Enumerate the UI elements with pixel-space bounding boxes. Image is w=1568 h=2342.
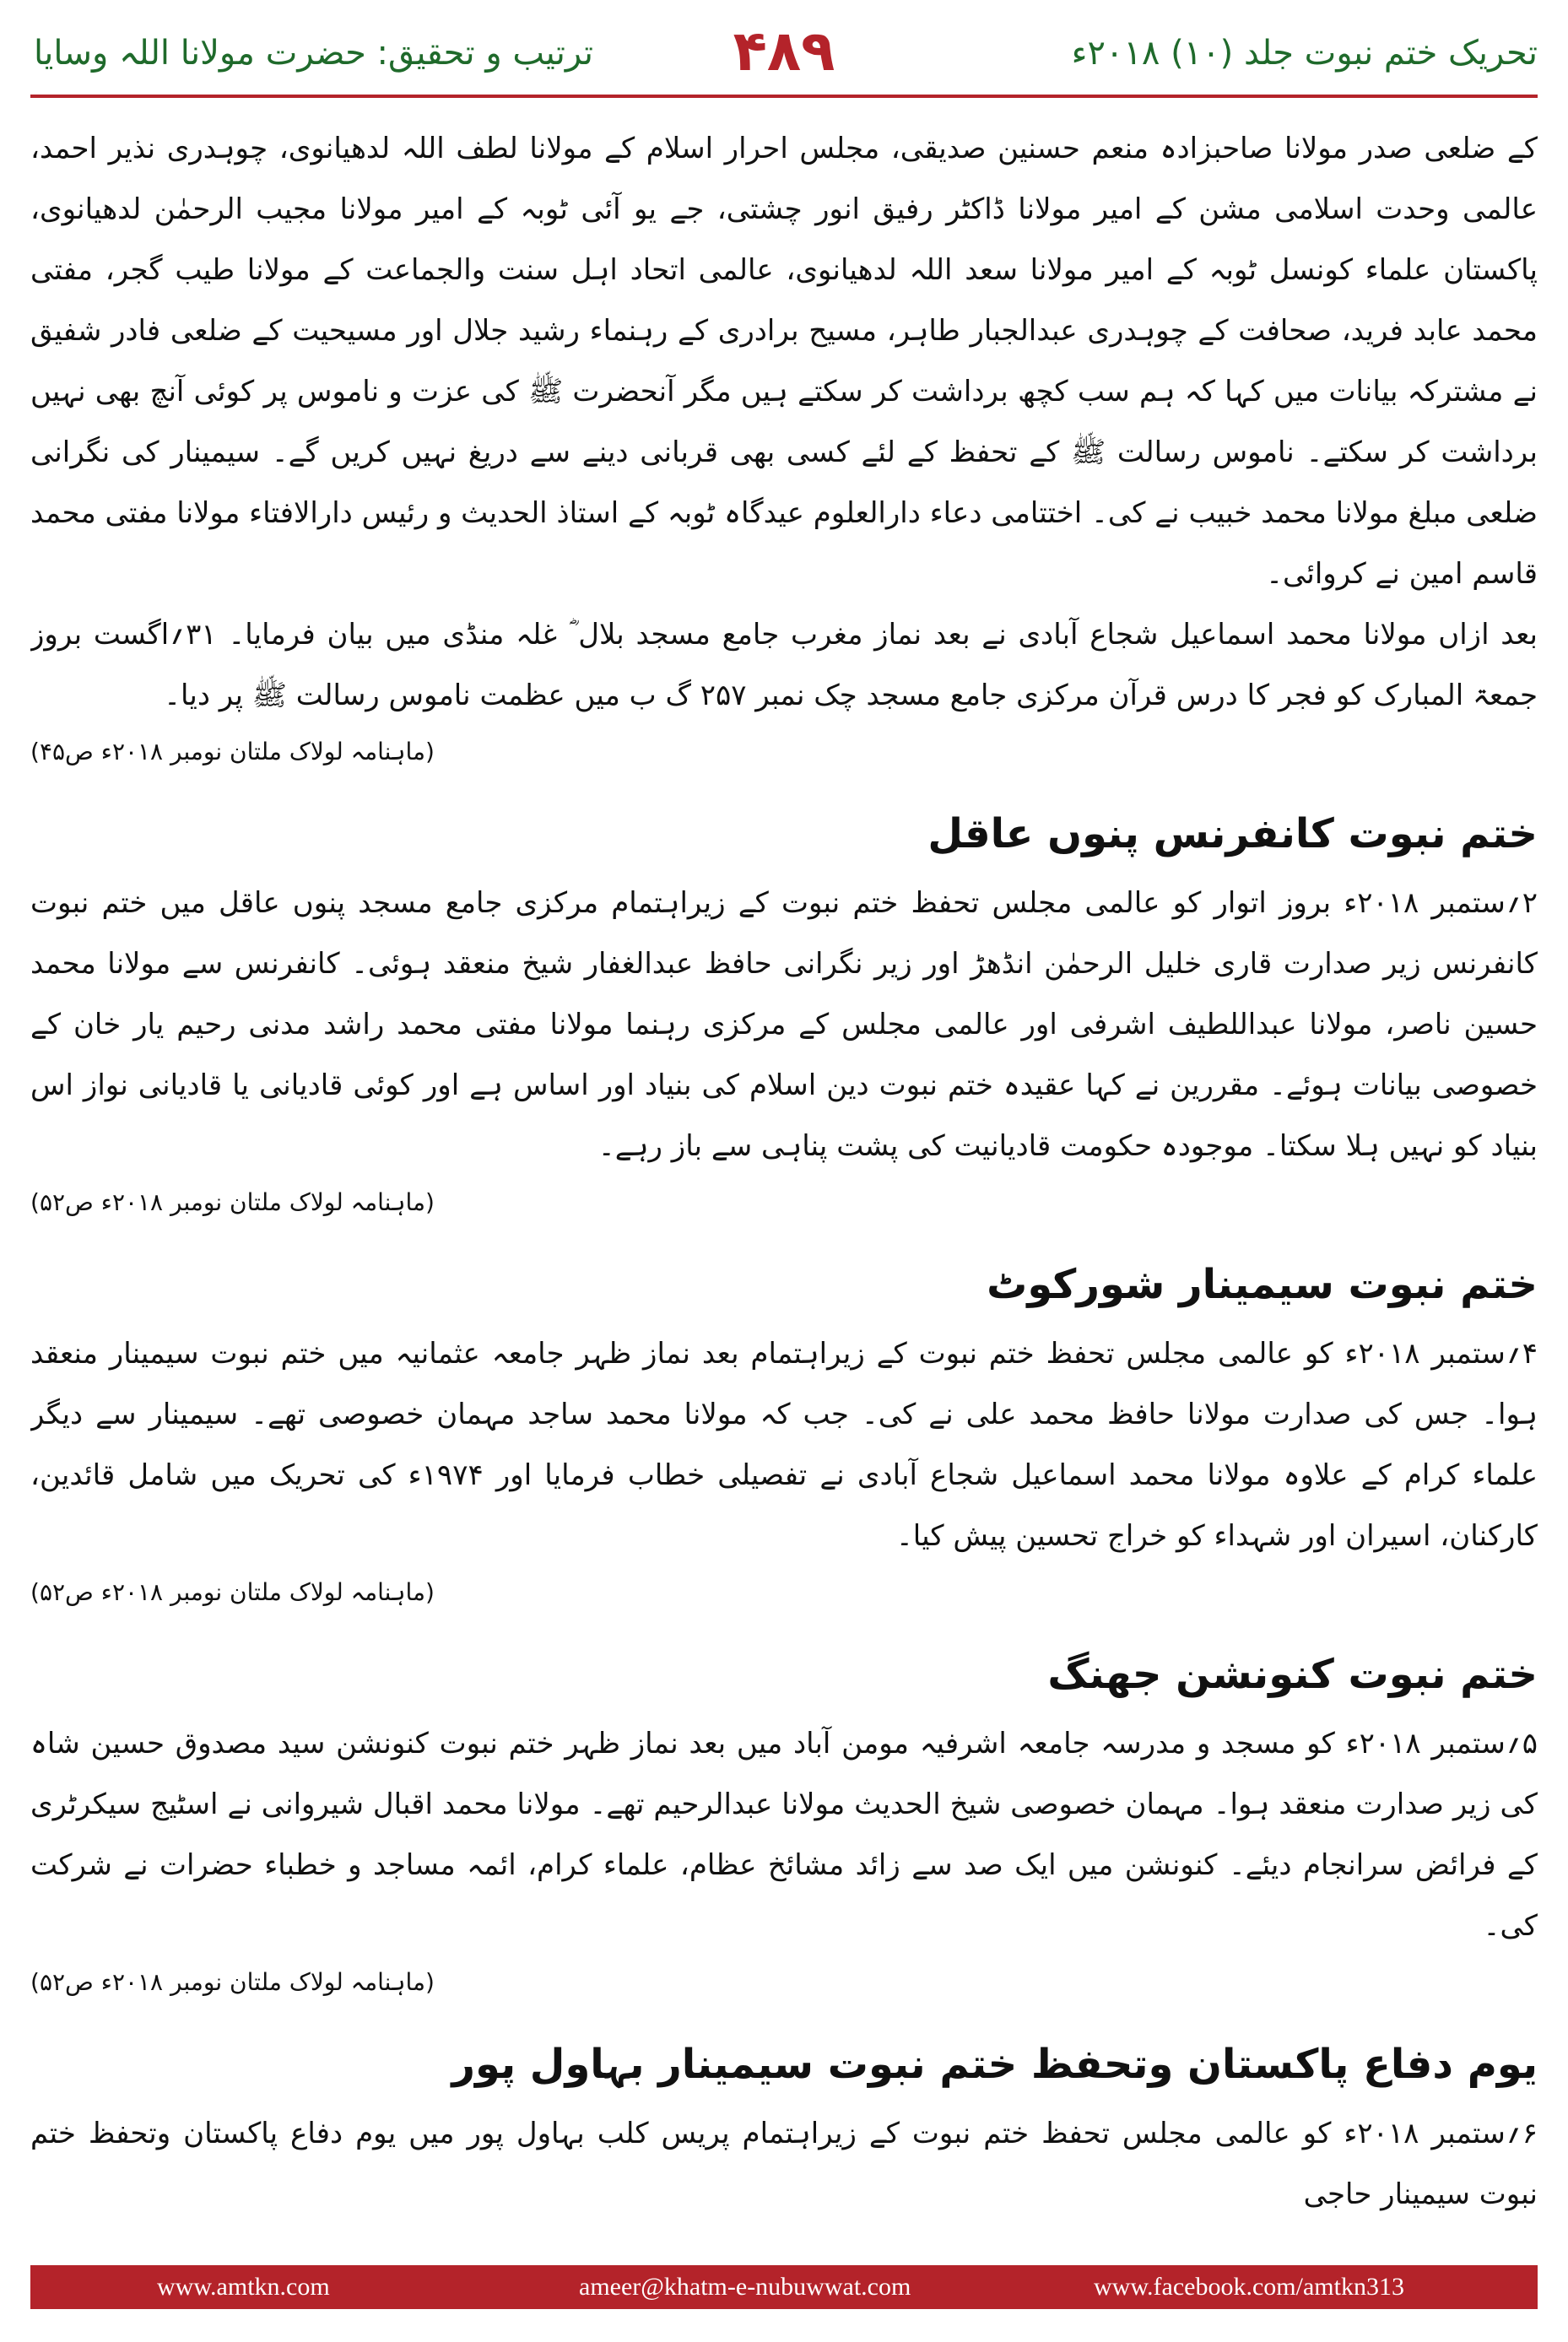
body-paragraph: ۲؍ستمبر ۲۰۱۸ء بروز اتوار کو عالمی مجلس تحفظ ختم نبوت کے زیراہتمام مرکزی جامع مسجد پنوں عاقل میں ختم نبوت کانفرنس زیر صدارت قاری خلیل الرحمٰن انڈھڑ اور زیر نگرانی حافظ عبدالغفار شیخ منعقد ہوئی۔ کانفرنس سے مولانا محمد حسین ناصر، مولانا عبداللطیف اشرفی اور عالمی مجلس کے مرکزی رہنما مولانا مفتی محمد راشد مدنی رحیم یار خان کے خصوصی بیانات ہوئے۔ مقررین نے کہا عقیدہ ختم نبوت دین اسلام کی بنیاد اور اساس ہے اور کوئی قادیانی یا قادیانی نواز اس بنیاد کو نہیں ہلا سکتا۔ موجودہ حکومت قادیانیت کی پشت پناہی سے باز رہے۔ xyxy=(30,886,1538,1163)
page-number: ۴۸۹ xyxy=(733,19,835,84)
page-body xyxy=(30,118,1538,2245)
body-paragraph: بعد ازاں مولانا محمد اسماعیل شجاع آبادی نے بعد نماز مغرب جامع مسجد بلال ؓ غلہ منڈی میں بیان فرمایا۔ ۳۱؍اگست بروز جمعۃ المبارک کو فجر کا درس قرآن مرکزی جامع مسجد چک نمبر ۲۵۷ گ ب میں عظمت ناموس رسالت ﷺ پر دیا۔ xyxy=(30,618,1538,712)
body-paragraph: ۶؍ستمبر ۲۰۱۸ء کو عالمی مجلس تحفظ ختم نبوت کے زیراہتمام پریس کلب بہاول پور میں یوم دفاع پاکستان وتحفظ ختم نبوت سیمینار حاجی xyxy=(30,2117,1538,2211)
header-divider xyxy=(30,95,1538,98)
section-heading: یوم دفاع پاکستان وتحفظ ختم نبوت سیمینار بہاول پور xyxy=(451,2041,1538,2088)
body-paragraph: کے ضلعی صدر مولانا صاحبزادہ منعم حسنین صدیقی، مجلس احرار اسلام کے مولانا لطف اللہ لدھیانوی، چوہدری نذیر احمد، عالمی وحدت اسلامی مشن کے امیر مولانا ڈاکٹر رفیق انور چشتی، جے یو آئی ٹوبہ کے امیر مولانا مجیب الرحمٰن لدھیانوی، پاکستان علماء کونسل ٹوبہ کے امیر مولانا سعد اللہ لدھیانوی، عالمی اتحاد اہل سنت والجماعت کے مولانا طیب گجر، مفتی محمد عابد فرید، صحافت کے چوہدری عبدالجبار طاہر، مسیح برادری کے رہنماء رشید جلال اور مسیحیت کے ضلعی فادر شفیق نے مشترکہ بیانات میں کہا کہ ہم سب کچھ برداشت کر سکتے ہیں مگر آنحضرت ﷺ کی عزت و ناموس پر کوئی آنچ بھی نہیں برداشت کر سکتے۔ ناموس رسالت ﷺ کے تحفظ کے لئے کسی بھی قربانی دینے سے دریغ نہیں کریں گے۔ سیمینار کی نگرانی ضلعی مبلغ مولانا محمد خبیب نے کی۔ اختتامی دعاء دارالعلوم عیدگاہ ٹوبہ کے استاذ الحدیث و رئیس دارالافتاء مولانا مفتی محمد قاسم امین نے کروائی۔ xyxy=(30,132,1538,591)
body-paragraph: ۵؍ستمبر ۲۰۱۸ء کو مسجد و مدرسہ جامعہ اشرفیہ مومن آباد میں بعد نماز ظہر ختم نبوت کنونشن سید مصدوق حسین شاہ کی زیر صدارت منعقد ہوا۔ مہمان خصوصی شیخ الحدیث مولانا عبدالرحیم تھے۔ مولانا محمد اقبال شیروانی نے اسٹیج سیکرٹری کے فرائض سرانجام دیئے۔ کنونشن میں ایک صد سے زائد مشائخ عظام، علماء کرام، ائمہ مساجد و خطباء حضرات نے شرکت کی۔ xyxy=(30,1727,1538,1943)
body-paragraph: ۴؍ستمبر ۲۰۱۸ء کو عالمی مجلس تحفظ ختم نبوت کے زیراہتمام بعد نماز ظہر جامعہ عثمانیہ میں ختم نبوت سیمینار منعقد ہوا۔ جس کی صدارت مولانا حافظ محمد علی نے کی۔ جب کہ مولانا محمد ساجد مہمان خصوصی تھے۔ سیمینار سے دیگر علماء کرام کے علاوہ مولانا محمد اسماعیل شجاع آبادی نے تفصیلی خطاب فرمایا اور ۱۹۷۴ء کی تحریک میں شامل قائدین، کارکنان، اسیران اور شہداء کو خراج تحسین پیش کیا۔ xyxy=(30,1337,1538,1553)
source-reference: (ماہنامہ لولاک ملتان نومبر ۲۰۱۸ء ص۵۲) xyxy=(30,1578,435,1606)
section-heading: ختم نبوت سیمینار شورکوٹ xyxy=(987,1261,1538,1308)
source-reference: (ماہنامہ لولاک ملتان نومبر ۲۰۱۸ء ص۴۵) xyxy=(30,738,435,765)
footer-facebook: www.facebook.com/amtkn313 xyxy=(1094,2273,1404,2301)
page-header xyxy=(0,0,1568,101)
page-footer xyxy=(30,2265,1538,2309)
compiler-credit: ترتیب و تحقیق: حضرت مولانا اللہ وسایا xyxy=(34,34,594,73)
source-reference: (ماہنامہ لولاک ملتان نومبر ۲۰۱۸ء ص۵۲) xyxy=(30,1188,435,1216)
source-reference: (ماہنامہ لولاک ملتان نومبر ۲۰۱۸ء ص۵۲) xyxy=(30,1968,435,1996)
footer-email: ameer@khatm-e-nubuwwat.com xyxy=(579,2273,911,2301)
section-heading: ختم نبوت کانفرنس پنوں عاقل xyxy=(927,810,1538,857)
section-heading: ختم نبوت کنونشن جھنگ xyxy=(1047,1651,1538,1698)
book-title: تحریک ختم نبوت جلد (۱۰) ۲۰۱۸ء xyxy=(1071,34,1538,73)
footer-website: www.amtkn.com xyxy=(157,2273,330,2301)
